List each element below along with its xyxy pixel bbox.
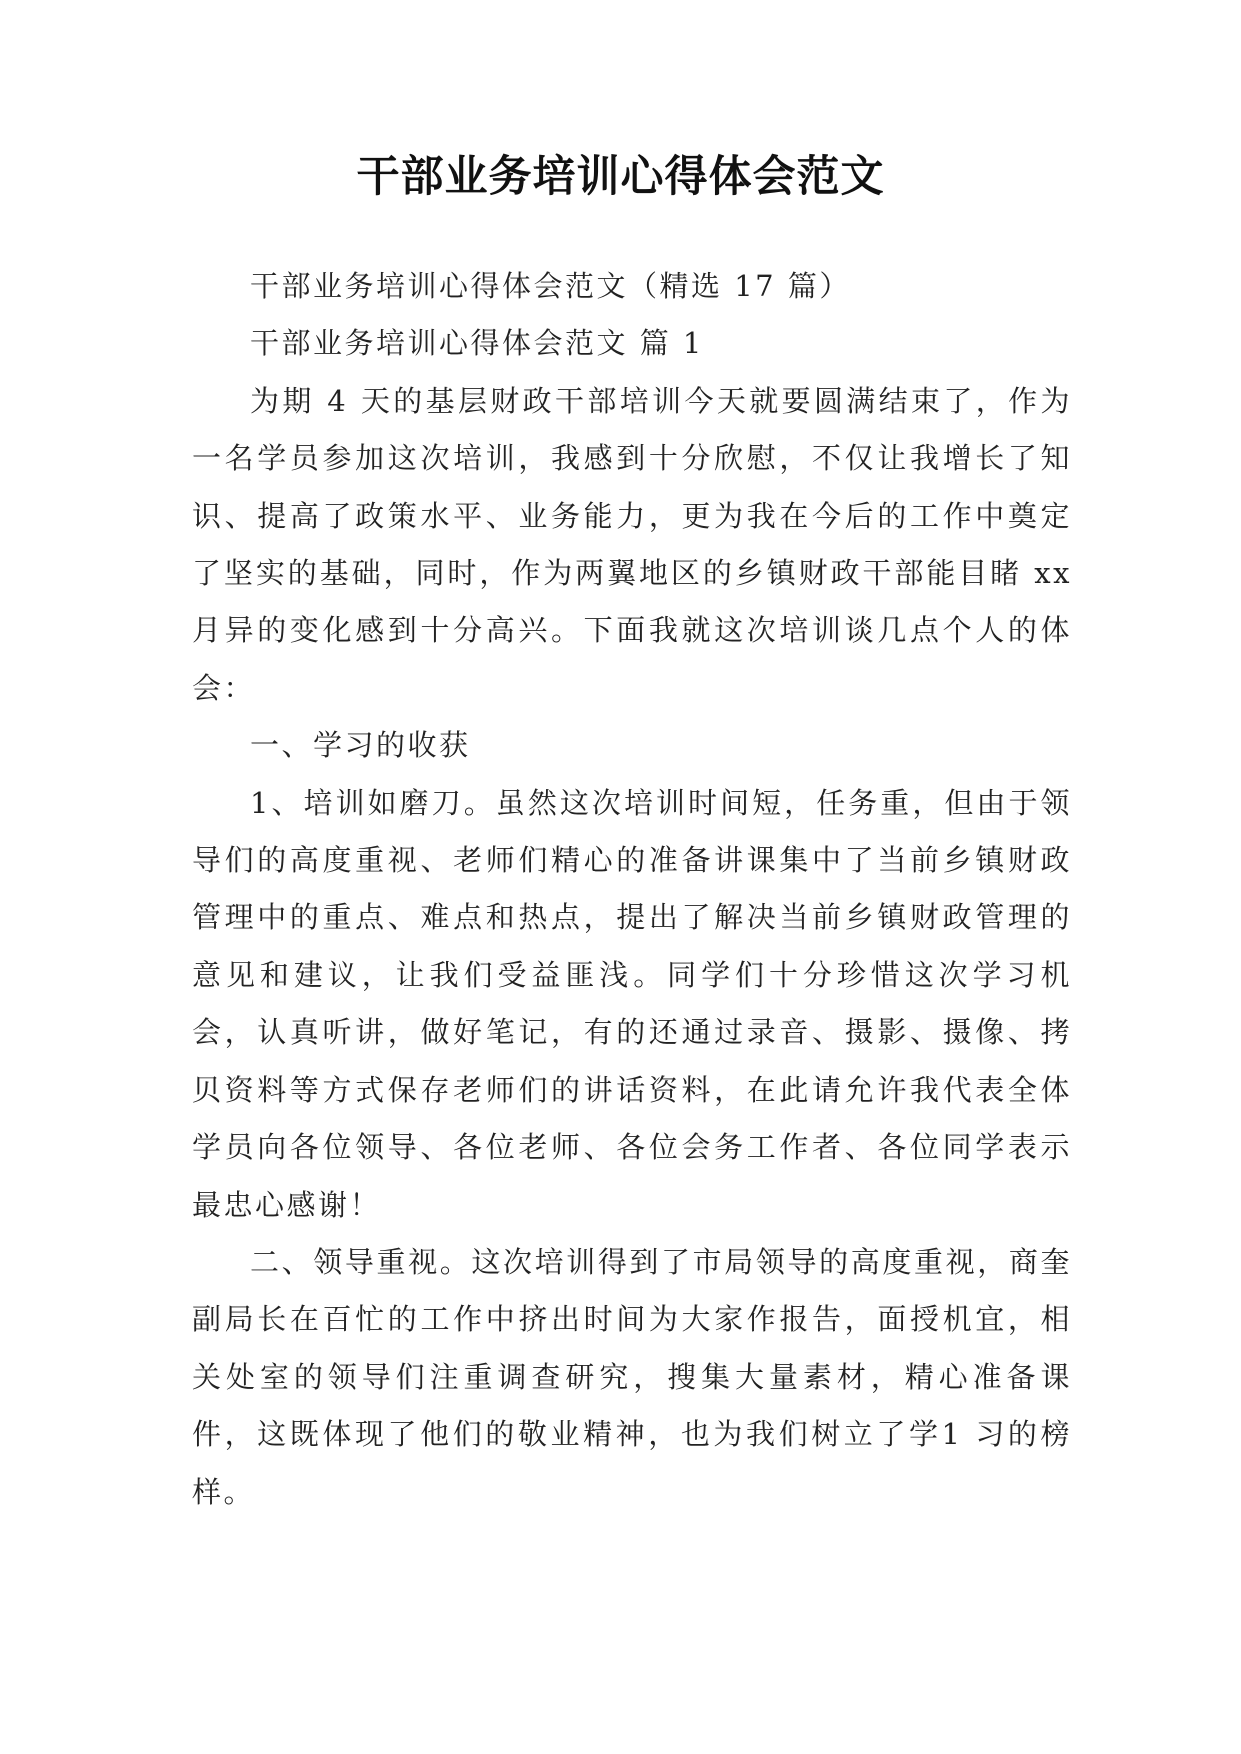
paragraph-intro: 为期 4 天的基层财政干部培训今天就要圆满结束了，作为一名学员参加这次培训，我感到十分欣慰，不仅让我增长了知识、提高了政策水平、业务能力，更为我在今后的工作中奠定了坚实的基础，同时，作为两翼地区的乡镇财政干部能目睹 xx 月异的变化感到十分高兴。下面我就这次培训谈几点个人的体会： [192, 383, 1072, 705]
paragraph-leadership-attention: 二、领导重视。这次培训得到了市局领导的高度重视，商奎副局长在百忙的工作中挤出时间为大家作报告，面授机宜，相关处室的领导们注重调查研究，搜集大量素材，精心准备课件，这既体现了他们的敬业精神，也为我们树立了学1 习的榜样。 [192, 1244, 1072, 1509]
document-title: 干部业务培训心得体会范文 [356, 152, 885, 202]
document-body [192, 258, 1072, 1521]
paragraph-section-heading: 干部业务培训心得体会范文 篇 1 [250, 326, 704, 361]
paragraph-training-sharpening: 1、培训如磨刀。虽然这次培训时间短，任务重，但由于领导们的高度重视、老师们精心的准备讲课集中了当前乡镇财政管理中的重点、难点和热点，提出了解决当前乡镇财政管理的意见和建议，让我们受益匪浅。同学们十分珍惜这次学习机会，认真听讲，做好笔记，有的还通过录音、摄影、摄像、拷贝资料等方式保存老师们的讲话资料，在此请允许我代表全体学员向各位领导、各位老师、各位会务工作者、各位同学表示最忠心感谢！ [192, 785, 1072, 1222]
paragraph-subtitle: 干部业务培训心得体会范文（精选 17 篇） [250, 269, 851, 303]
paragraph-heading-learning-gains: 一、学习的收获 [250, 728, 471, 763]
